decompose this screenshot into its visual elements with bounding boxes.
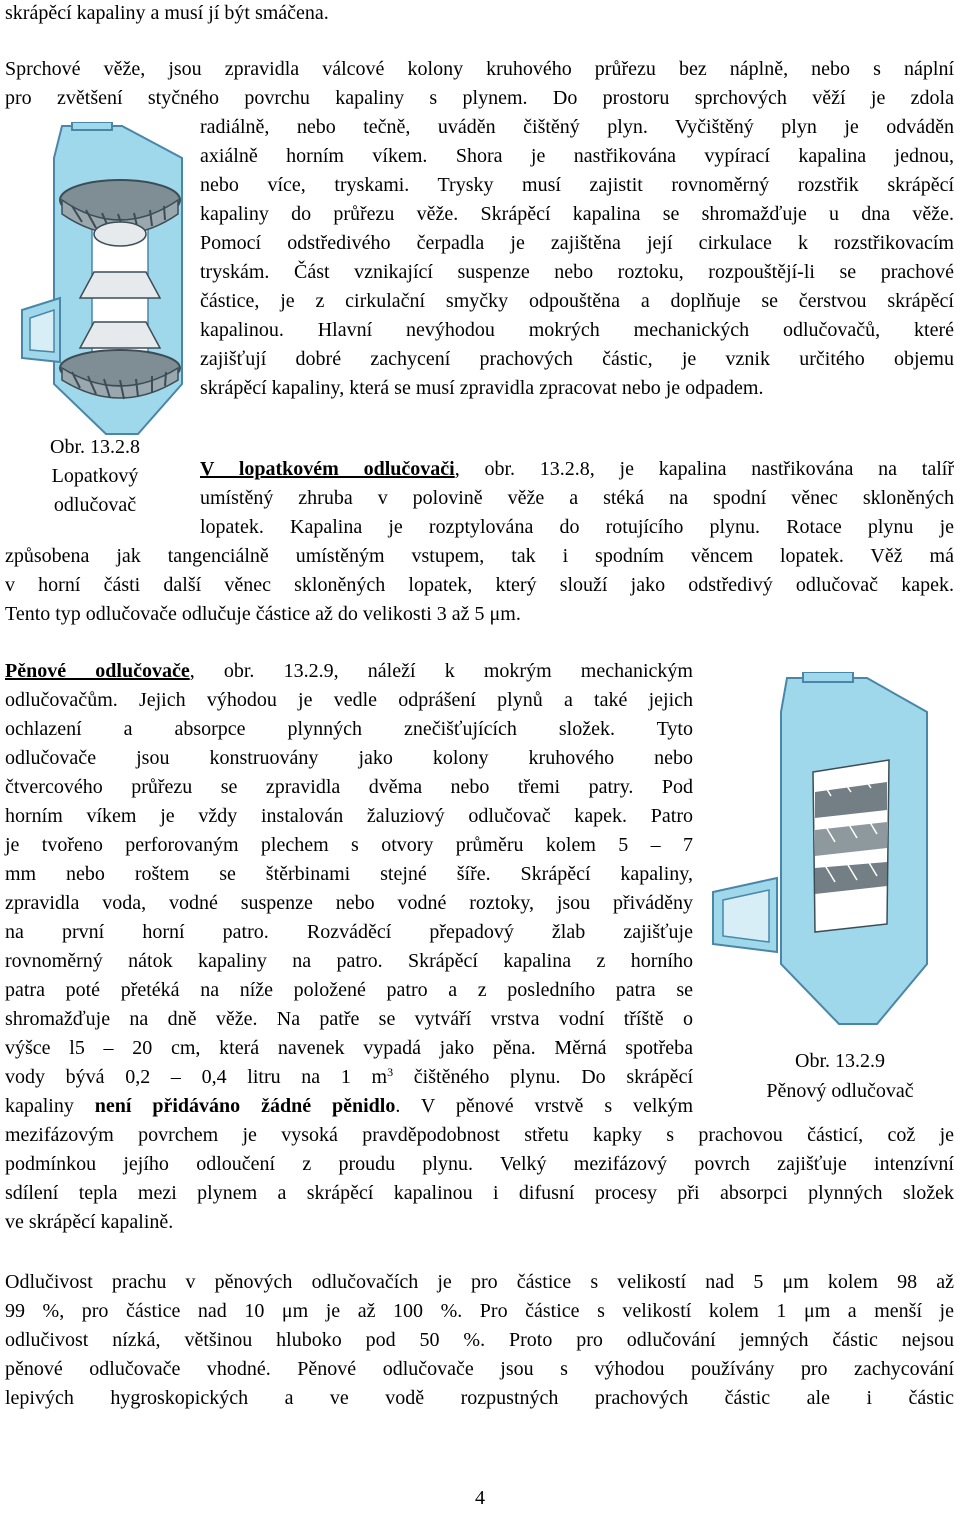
text-line: sdílení tepla mezi plynem a skrápěcí kapalinou i difusní procesy při absorpci plynných složek: [5, 1182, 954, 1204]
text-line: 99 %, pro částice nad 10 μm je až 100 %. Pro částice s velikostí kolem 1 μm a menší je: [5, 1300, 954, 1322]
text-line: odlučovače jsou konstruovány jako kolony kruhového nebo: [5, 747, 693, 769]
text-line: částice, je z cirkulační smyčky odpouštěna a doplňuje se čerstvou skrápěcí: [200, 290, 954, 312]
text-line: patra poté přetéká na níže položené patro a z posledního patra se: [5, 979, 693, 1001]
text-line: lopatek. Kapalina je rozptylována do rotujícího plynu. Rotace plynu je: [200, 516, 954, 538]
text-line: mm nebo roštem se štěrbinami stejné šíře. Skrápěcí kapaliny,: [5, 863, 693, 885]
text-line: radiálně, nebo tečně, uváděn čištěný plyn. Vyčištěný plyn je odváděn: [200, 116, 954, 138]
text-line: odlučivost nízká, většinou hluboko pod 50 %. Proto pro odlučování jemných částic nejsou: [5, 1329, 954, 1351]
text-line: Pomocí odstředivého čerpadla je zajištěna její cirkulace k rozstřikovacím: [200, 232, 954, 254]
text-line: nebo více, tryskami. Trysky musí zajistit rovnoměrný rozstřik skrápěcí: [200, 174, 954, 196]
vane-separator-term: V lopatkovém odlučovači: [200, 458, 455, 480]
text-line: horním víkem je vždy instalován žaluziový odlučovač kapek. Patro: [5, 805, 693, 827]
text-line: Tento typ odlučovače odlučuje částice až do velikosti 3 až 5 μm.: [5, 603, 521, 625]
text-line: na první horní patro. Rozváděcí přepadový žlab zajišťuje: [5, 921, 693, 943]
text-line: mezifázovým povrchem je vysoká pravděpodobnost střetu kapky s prachovou částicí, což je: [5, 1124, 954, 1146]
text-line: vody bývá 0,2 – 0,4 litru na 1 $m^3$ čištěného plynu. Do skrápěcí: [5, 1065, 693, 1088]
text-line: skrápěcí kapaliny, která se musí zpravidla zpracovat nebo je odpadem.: [200, 377, 764, 399]
fig1-caption-line1: Lopatkový: [51, 465, 139, 487]
text-line: tryskám. Část vznikající suspenze nebo roztoku, rozpouštějí-li se prachové: [200, 261, 954, 283]
text-line: axiálně horním víkem. Shora je nastřikována vypírací kapalina jednou,: [200, 145, 954, 167]
text-line: Odlučivost prachu v pěnových odlučovačích je pro částice s velikostí nad 5 μm kolem 98 až: [5, 1271, 954, 1293]
page-number: 4: [475, 1487, 485, 1509]
text-line: kapaliny není přidáváno žádné pěnidlo. V pěnové vrstvě s velkým: [5, 1095, 693, 1117]
text-line: V lopatkovém odlučovači, obr. 13.2.8, je kapalina nastřikována na talíř: [200, 458, 954, 480]
superscript-cubed: 3: [387, 1065, 394, 1079]
text-line: pěnové odlučovače vhodné. Pěnové odlučovače jsou s výhodou používány pro zachycování: [5, 1358, 954, 1380]
foam-separator-illustration: [705, 672, 955, 1032]
text-line: pro zvětšení styčného povrchu kapaliny s plynem. Do prostoru sprchových věží je zdola: [5, 87, 954, 109]
text-line: rovnoměrný nátok kapaliny na patro. Skrápěcí kapalina z horního: [5, 950, 693, 972]
text-line: v horní části další věnec skloněných lopatek, který slouží jako odstředivý odlučovač kapek.: [5, 574, 954, 596]
text-line: podmínkou jejího odloučení z proudu plynu. Velký mezifázový povrch zajišťuje intenzívní: [5, 1153, 954, 1175]
text-line: kapalinou. Hlavní nevýhodou mokrých mechanických odlučovačů, které: [200, 319, 954, 341]
text-line: lepivých hygroskopických a ve vodě rozpustných prachových částic ale i částic: [5, 1387, 954, 1409]
text-line: je tvořeno perforovaným plechem s otvory průměru kolem 5 – 7: [5, 834, 693, 856]
text-line: výšce l5 – 20 cm, která navenek vypadá jako pěna. Měrná spotřeba: [5, 1037, 693, 1059]
text-line: odlučovačům. Jejich výhodou je vedle odprášení plynů a také jejich: [5, 689, 693, 711]
text-line: ochlazení a absorpce plynných znečišťujících složek. Tyto: [5, 718, 693, 740]
text-line: kapaliny do průřezu věže. Skrápěcí kapalina se shromažďuje u dna věže.: [200, 203, 954, 225]
fig1-caption-number: Obr. 13.2.8: [50, 436, 140, 458]
text-line: zajišťují dobré zachycení prachových částic, je vznik určitého objemu: [200, 348, 954, 370]
text-line: ve skrápěcí kapalině.: [5, 1211, 174, 1233]
text-line: Sprchové věže, jsou zpravidla válcové kolony kruhového průřezu bez náplně, nebo s náplní: [5, 58, 954, 80]
fig2-caption-line1: Pěnový odlučovač: [766, 1080, 914, 1102]
text-line: čtvercového průřezu se zpravidla dvěma nebo třemi patry. Pod: [5, 776, 693, 798]
vane-separator-illustration: [10, 122, 190, 442]
fig2-caption-number: Obr. 13.2.9: [795, 1050, 885, 1072]
text-line: Pěnové odlučovače, obr. 13.2.9, náleží k mokrým mechanickým: [5, 660, 693, 682]
text-line: způsobena jak tangenciálně umístěným vstupem, tak i spodním věncem lopatek. Věž má: [5, 545, 954, 567]
text-line: zpravidla voda, vodné suspenze nebo vodné roztoky, jsou přiváděny: [5, 892, 693, 914]
no-foamer-term: není přidáváno žádné pěnidlo: [94, 1095, 396, 1117]
fig1-caption-line2: odlučovač: [53, 494, 137, 516]
foam-separator-term: Pěnové odlučovače: [5, 660, 190, 682]
text-line: skrápěcí kapaliny a musí jí být smáčena.: [5, 2, 329, 24]
text-line: shromažďuje na dně věže. Na patře se vytváří vrstva vodní tříště o: [5, 1008, 693, 1030]
text-line: umístěný zhruba v polovině věže a stéká na spodní věnec skloněných: [200, 487, 954, 509]
